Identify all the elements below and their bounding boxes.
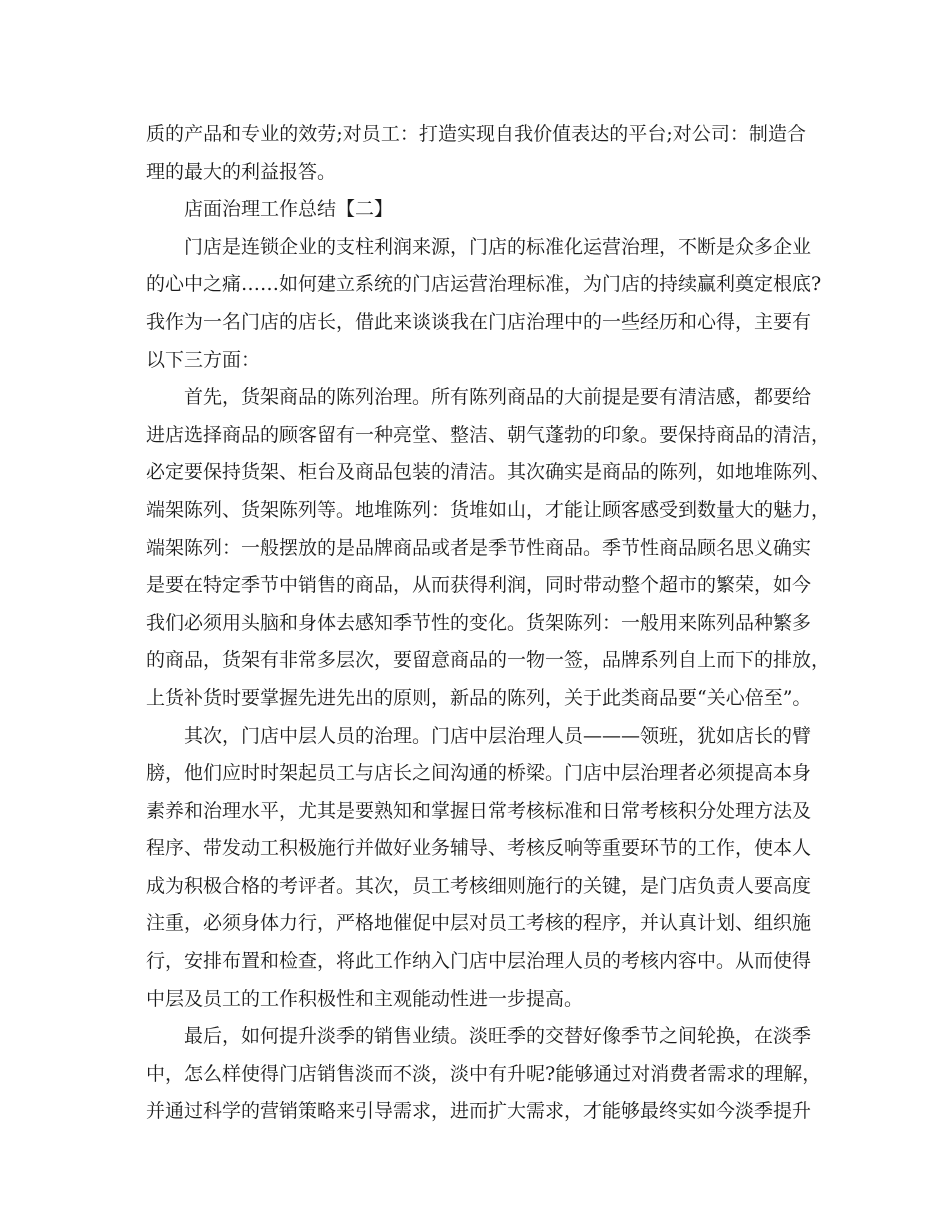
text-line: 并通过科学的营销策略来引导需求，进而扩大需求，才能够最终实如今淡季提升 — [146, 1100, 812, 1123]
text-line: 的商品，货架有非常多层次，要留意商品的一物一签，品牌系列自上而下的排放， — [146, 649, 831, 672]
text-line: 进店选择商品的顾客留有一种亮堂、整洁、朝气蓬勃的印象。要保持商品的清洁， — [146, 423, 831, 446]
text-line: 最后，如何提升淡季的销售业绩。淡旺季的交替好像季节之间轮换，在淡季 — [184, 1025, 812, 1048]
text-line: 成为积极合格的考评者。其次，员工考核细则施行的关键，是门店负责人要高度 — [146, 874, 812, 897]
text-line: 是要在特定季节中销售的商品，从而获得利润，同时带动整个超市的繁荣，如今 — [146, 574, 812, 597]
text-line: 我们必须用头脑和身体去感知季节性的变化。货架陈列：一般用来陈列品种繁多 — [146, 611, 812, 634]
text-line: 首先，货架商品的陈列治理。所有陈列商品的大前提是要有清洁感，都要给 — [184, 386, 812, 409]
text-line: 行，安排布置和检查，将此工作纳入门店中层治理人员的考核内容中。从而使得 — [146, 950, 812, 973]
text-line: 程序、带发动工积极施行并做好业务辅导、考核反响等重要环节的工作，使本人 — [146, 837, 812, 860]
text-line: 上货补货时要掌握先进先出的原则，新品的陈列，关于此类商品要“关心倍至”。 — [146, 686, 812, 709]
text-line: 门店是连锁企业的支柱利润来源，门店的标准化运营治理，不断是众多企业 — [184, 235, 812, 258]
text-line: 中层及员工的工作积极性和主观能动性进一步提高。 — [146, 987, 584, 1010]
text-line: 端架陈列、货架陈列等。地堆陈列：货堆如山，才能让顾客感受到数量大的魅力， — [146, 498, 831, 521]
text-line: 的心中之痛……如何建立系统的门店运营治理标准，为门店的持续赢利奠定根底? — [146, 273, 822, 296]
text-line: 以下三方面： — [146, 348, 261, 371]
text-line: 其次，门店中层人员的治理。门店中层治理人员———领班，犹如店长的臂 — [184, 724, 812, 747]
text-line: 素养和治理水平，尤其是要熟知和掌握日常考核标准和日常考核积分处理方法及 — [146, 799, 812, 822]
text-line: 我作为一名门店的店长，借此来谈谈我在门店治理中的一些经历和心得，主要有 — [146, 310, 812, 333]
text-line: 必定要保持货架、柜台及商品包装的清洁。其次确实是商品的陈列，如地堆陈列、 — [146, 461, 831, 484]
document-body — [146, 116, 831, 1131]
text-line: 理的最大的利益报答。 — [146, 160, 337, 183]
text-line: 注重，必须身体力行，严格地催促中层对员工考核的程序，并认真计划、组织施 — [146, 912, 812, 935]
text-line: 膀，他们应时时架起员工与店长之间沟通的桥梁。门店中层治理者必须提高本身 — [146, 762, 812, 785]
text-line: 店面治理工作总结【二】 — [184, 198, 394, 221]
text-line: 端架陈列：一般摆放的是品牌商品或者是季节性商品。季节性商品顾名思义确实 — [146, 536, 812, 559]
text-line: 质的产品和专业的效劳;对员工：打造实现自我价值表达的平台;对公司：制造合 — [146, 123, 806, 145]
text-line: 中，怎么样使得门店销售淡而不淡，淡中有升呢?能够通过对消费者需求的理解， — [146, 1062, 822, 1085]
